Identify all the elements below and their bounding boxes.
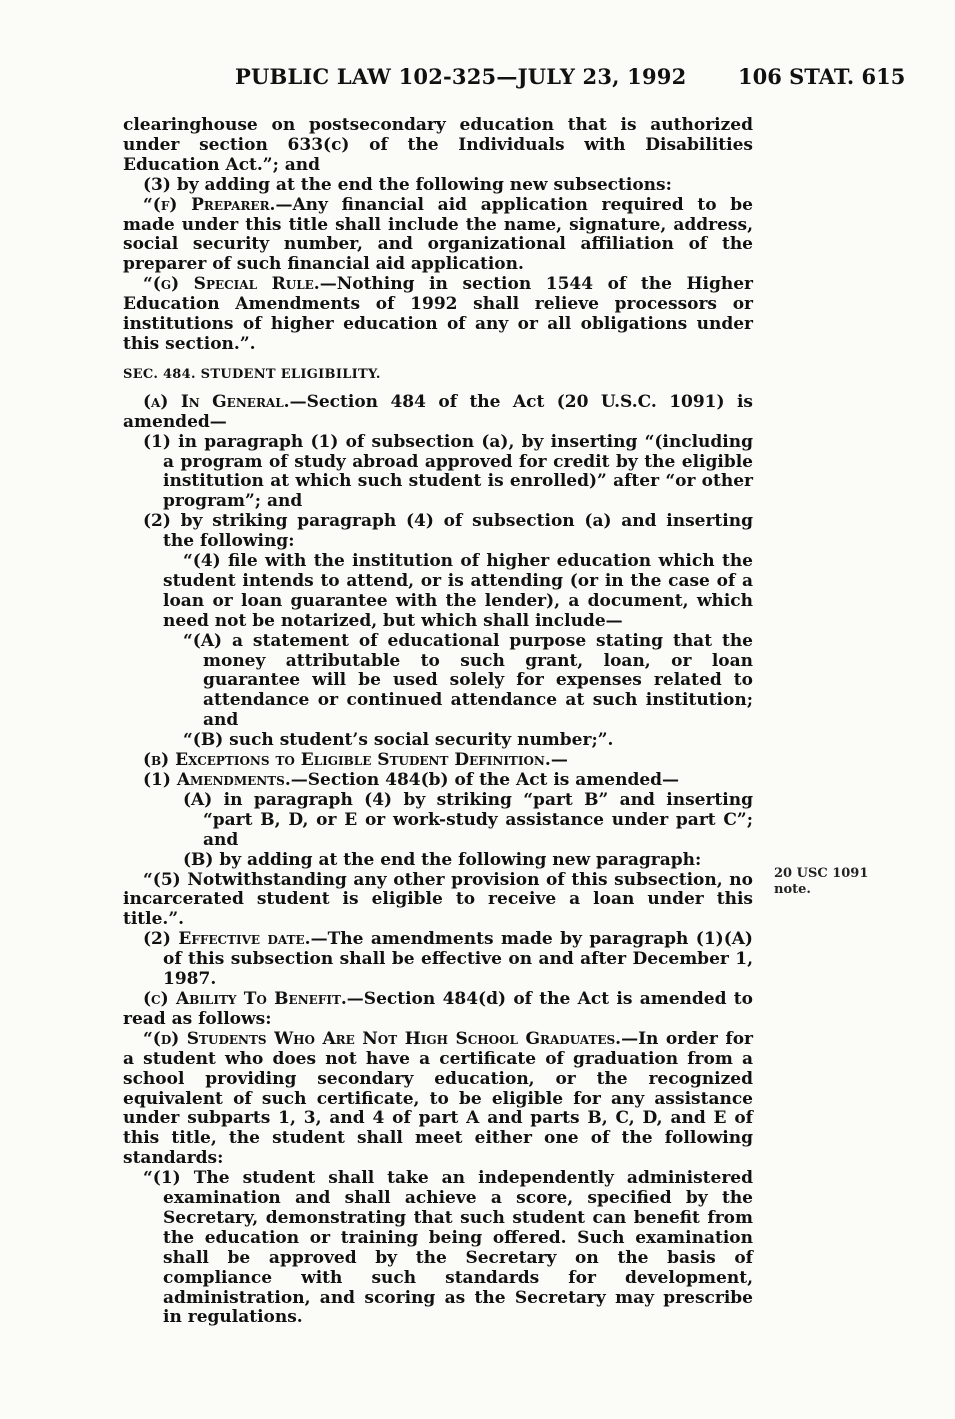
- paragraph: [123, 851, 753, 871]
- paragraph: [123, 116, 753, 176]
- paragraph: [123, 393, 753, 433]
- paragraph: [123, 771, 753, 791]
- paragraph-text: —Section 484(b) of the Act is amended—: [290, 770, 680, 790]
- paragraph-text: “(1) The student shall take an independently administered examination and shall achieve a score, specified by the Secretary, demonstrating that such student can benefit from the education or training being offered. Such examination shall be approved by the Secretary on the basis of compliance with such standards for development, administration, and scoring as the Secretary may prescribe in regulations.: [143, 1168, 753, 1328]
- paragraph-text: —Section 484 of the Act (20 U.S.C. 1091) is amended—: [123, 391, 754, 432]
- paragraph-text: —Section 484(d) of the Act is amended to read as follows:: [123, 988, 753, 1029]
- paragraph: [123, 731, 753, 751]
- paragraph-text: (1) in paragraph (1) of subsection (a), by inserting “(including a program of study abroad approved for credit by the eligible institution at which such student is enrolled)” after “or other program”; and: [143, 431, 753, 512]
- paragraph: [123, 990, 753, 1030]
- paragraph: [123, 196, 753, 276]
- stat-page-number: 106 STAT. 615: [738, 64, 906, 89]
- paragraph: [123, 871, 753, 931]
- paragraph-text: —The amendments made by paragraph (1)(A) of this subsection shall be effective on and after December 1, 1987.: [163, 929, 753, 990]
- paragraph: [123, 275, 753, 355]
- paragraph-heading: (1) Amendments.: [143, 770, 291, 790]
- paragraph-text: —: [550, 750, 568, 771]
- paragraph-text: (B) by adding at the end the following new paragraph:: [183, 849, 702, 870]
- paragraph-heading: (a) In General.: [143, 391, 290, 412]
- section-heading: SEC. 484. STUDENT ELIGIBILITY.: [123, 366, 381, 382]
- paragraph-text: (3) by adding at the end the following new subsections:: [143, 174, 672, 195]
- paragraph-heading: (c) Ability To Benefit.: [143, 988, 347, 1009]
- paragraph-text: “(B) such student’s social security number;”.: [183, 730, 614, 751]
- running-header-title: PUBLIC LAW 102-325—JULY 23, 1992: [235, 64, 687, 89]
- paragraph-text: “(A) a statement of educational purpose stating that the money attributable to such grant, loan, or loan guarantee will be used solely for expenses related to attendance or continued attendance at such institution; and: [183, 630, 753, 731]
- paragraph: [123, 1030, 753, 1169]
- paragraph-text: —Any financial aid application required to be made under this title shall include the name, signature, address, social security number, and organizational affiliation of the preparer of such financial aid application.: [123, 194, 753, 275]
- paragraph-text: “(4) file with the institution of higher education which the student intends to attend, or is attending (or in the case of a loan or loan guarantee with the lender), a document, which need not be notarized, but which shall include—: [163, 551, 753, 631]
- paragraph: [123, 512, 753, 552]
- paragraph-text: (A) in paragraph (4) by striking “part B” and inserting “part B, D, or E or work-study assistance under part C”; and: [183, 789, 753, 850]
- paragraph: [123, 930, 753, 990]
- paragraph: [123, 751, 753, 771]
- paragraph: [123, 1169, 753, 1328]
- paragraph-heading: “(g) Special Rule.: [143, 274, 320, 295]
- paragraph-heading: “(d) Students Who Are Not High School Graduates.: [143, 1028, 622, 1049]
- paragraph-heading: (2) Effective date.: [143, 929, 311, 950]
- margin-citation: 20 USC 1091: [774, 866, 869, 881]
- body-text: [123, 116, 753, 1328]
- paragraph-text: (2) by striking paragraph (4) of subsection (a) and inserting the following:: [143, 511, 753, 552]
- paragraph-text: clearinghouse on postsecondary education that is authorized under section 633(c) of the Individuals with Disabilities Education Act.”; and: [123, 115, 753, 175]
- paragraph-text: —Nothing in section 1544 of the Higher Education Amendments of 1992 shall relieve processors or institutions of higher education of any or all obligations under this section.”.: [123, 274, 753, 354]
- paragraph: [123, 632, 753, 732]
- paragraph: [123, 552, 753, 632]
- paragraph-heading: “(f) Preparer.: [143, 194, 276, 215]
- margin-citation-note: [774, 866, 884, 898]
- paragraph-text: —In order for a student who does not have a certificate of graduation from a school providing secondary education, or the recognized equivalent of such certificate, to be eligible for any assistance under subparts 1, 3, and 4 of part A and parts B, C, D, and E of this title, the student shall meet either one of the following standards:: [123, 1028, 753, 1169]
- paragraph: [123, 176, 753, 196]
- paragraph-heading: (b) Exceptions to Eligible Student Definition.: [143, 750, 551, 771]
- margin-citation-suffix: note.: [774, 882, 811, 897]
- paragraph: [123, 433, 753, 513]
- paragraph: [123, 791, 753, 851]
- paragraph-text: “(5) Notwithstanding any other provision of this subsection, no incarcerated student is eligible to receive a loan under this title.”.: [123, 869, 753, 930]
